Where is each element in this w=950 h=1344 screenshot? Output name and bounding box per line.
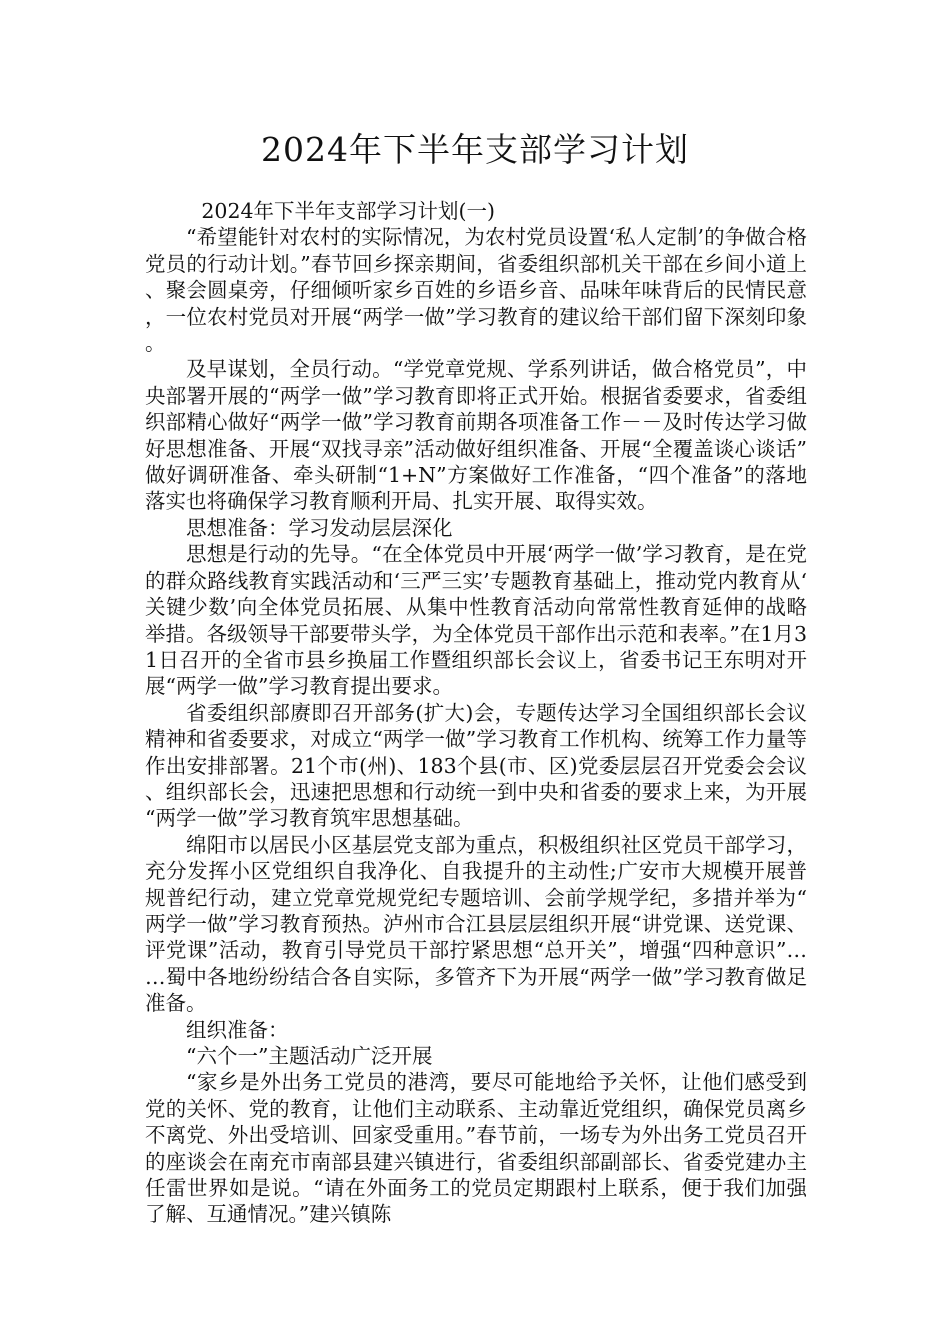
body-paragraph: 省委组织部赓即召开部务(扩大)会，专题传达学习全国组织部长会议精神和省委要求，对成立“两学一做”学习教育工作机构、统筹工作力量等作出安排部署。21个市(州)、183个县(市、区)党委层层召开党委会会议、组织部长会，迅速把思想和行动统一到中央和省委的要求上来，为开展“两学一做”学习教育筑牢思想基础。 xyxy=(145,700,807,831)
subtitle-paragraph: 2024年下半年支部学习计划(一) xyxy=(201,199,496,223)
section-subheading: “六个一”主题活动广泛开展 xyxy=(186,1044,433,1068)
body-paragraph: “希望能针对农村的实际情况，为农村党员设置‘私人定制’的争做合格党员的行动计划。”春节回乡探亲期间，省委组织部机关干部在乡间小道上、聚会圆桌旁，仔细倾听家乡百姓的乡语乡音、品味年味背后的民情民意，一位农村党员对开展“两学一做”学习教育的建议给干部们留下深刻印象。 xyxy=(145,225,807,356)
body-paragraph: “家乡是外出务工党员的港湾，要尽可能地给予关怀，让他们感受到党的关怀、党的教育，让他们主动联系、主动靠近党组织，确保党员离乡不离党、外出受培训、回家受重用。”春节前，一场专为外出务工党员召开的座谈会在南充市南部县建兴镇进行，省委组织部副部长、省委党建办主任雷世界如是说。“请在外面务工的党员定期跟村上联系，便于我们加强了解、互通情况。”建兴镇陈 xyxy=(145,1070,807,1227)
document-title: 2024年下半年支部学习计划 xyxy=(261,130,689,169)
body-paragraph: 绵阳市以居民小区基层党支部为重点，积极组织社区党员干部学习，充分发挥小区党组织自我净化、自我提升的主动性;广安市大规模开展普规普纪行动，建立党章党规党纪专题培训、会前学规学纪，多措并举为“两学一做”学习教育预热。泸州市合江县层层组织开展“讲党课、送党课、评党课”活动，教育引导党员干部拧紧思想“总开关”，增强“四种意识”……蜀中各地纷纷结合各自实际，多管齐下为开展“两学一做”学习教育做足准备。 xyxy=(145,832,807,1016)
body-paragraph: 及早谋划，全员行动。“学党章党规、学系列讲话，做合格党员”，中央部署开展的“两学一做”学习教育即将正式开始。根据省委要求，省委组织部精心做好“两学一做”学习教育前期各项准备工作－－及时传达学习做好思想准备、开展“双找寻亲”活动做好组织准备、开展“全覆盖谈心谈话”做好调研准备、牵头研制“1+N”方案做好工作准备，“四个准备”的落地落实也将确保学习教育顺利开局、扎实开展、取得实效。 xyxy=(145,357,807,514)
section-heading: 组织准备： xyxy=(186,1017,289,1042)
document-body xyxy=(145,198,807,1228)
body-paragraph: 思想是行动的先导。“在全体党员中开展‘两学一做’学习教育，是在党的群众路线教育实践活动和‘三严三实’专题教育基础上，推动党内教育从‘关键少数’向全体党员拓展、从集中性教育活动向常常性教育延伸的战略举措。各级领导干部要带头学，为全体党员干部作出示范和表率。”在1月31日召开的全省市县乡换届工作暨组织部长会议上，省委书记王东明对开展“两学一做”学习教育提出要求。 xyxy=(145,542,807,699)
section-heading: 思想准备：学习发动层层深化 xyxy=(186,515,453,540)
